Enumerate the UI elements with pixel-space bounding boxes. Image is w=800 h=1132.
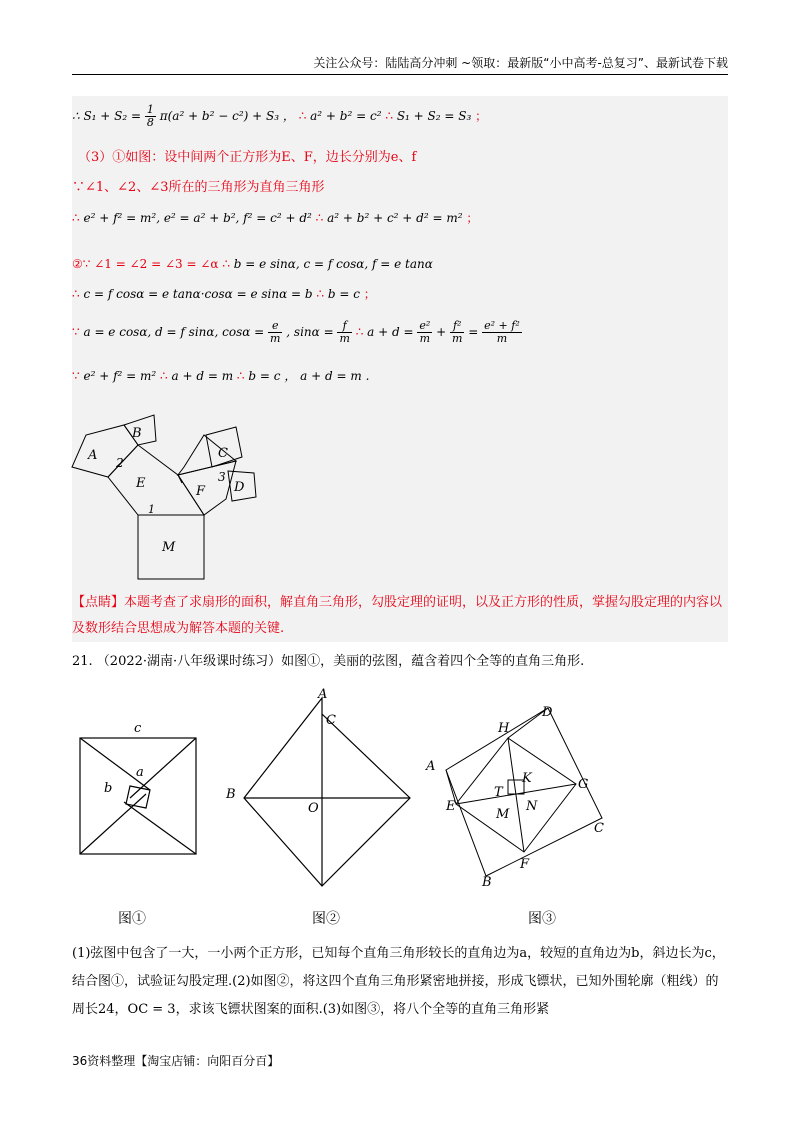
label-d: D — [542, 705, 553, 720]
label-a: A — [426, 759, 436, 774]
line1-part-c: a² + b² = c² — [310, 109, 382, 123]
figure-1-caption: 图① — [118, 911, 146, 927]
line1-end: ； — [475, 109, 488, 123]
outer-square — [80, 738, 196, 854]
line1-part-a: ∴ S₁ + S₂ = — [72, 109, 145, 123]
label-c: c — [134, 721, 142, 736]
because-symbol: ∵ — [72, 325, 80, 339]
label-e: E — [136, 476, 146, 491]
because-symbol: ∵ — [72, 369, 80, 383]
label-b: B — [132, 426, 142, 441]
square-a — [72, 425, 138, 477]
pythagoras-squares-figure — [66, 405, 266, 580]
fraction-f2-over-m: $\frac{\text{f²}}{m}$ — [452, 319, 463, 345]
line4-end: ； — [466, 211, 479, 225]
label-m: M — [496, 807, 510, 822]
line6-end: ； — [363, 287, 376, 301]
solution-line-5 — [72, 256, 433, 272]
line1-part-d: S₁ + S₂ = S₃ — [396, 109, 472, 123]
therefore-symbol: ∴ — [385, 109, 393, 123]
label-a: a — [136, 765, 144, 780]
label-b: b — [104, 781, 113, 796]
figure-3-eight-triangles — [420, 700, 620, 890]
fraction-f-over-m: $\frac{f}{m}$ — [339, 319, 350, 345]
line8-part-b: a + d = m — [171, 369, 234, 383]
label-angle-1: 1 — [148, 503, 155, 516]
therefore-symbol: ∴ — [160, 369, 168, 383]
figure-2-caption: 图② — [312, 911, 340, 927]
label-angle-3: 3 — [218, 470, 226, 484]
label-c: C — [326, 713, 336, 728]
label-c: C — [594, 821, 604, 836]
label-o: O — [308, 801, 319, 816]
label-m: M — [162, 540, 176, 555]
therefore-symbol: ∴ — [298, 109, 307, 123]
line8-part-c: b = c — [248, 369, 281, 383]
therefore-symbol: ∴ — [72, 287, 80, 301]
label-n: N — [526, 799, 538, 814]
label-e: E — [446, 799, 456, 814]
separator: ， — [284, 369, 297, 383]
solution-line-6 — [72, 286, 376, 302]
problem-21-title: 21. （2022·湖南·八年级课时练习）如图①，美丽的弦图，蕴含着四个全等的直角三角形. — [72, 654, 585, 669]
label-a: A — [88, 448, 98, 463]
note-dianjing: 【点睛】本题考查了求扇形的面积，解直角三角形，勾股定理的证明，以及正方形的性质，掌握勾股定理的内容以及数形结合思想成为解答本题的关键. — [72, 595, 723, 636]
line4-part-b: a² + b² + c² + d² = m² — [327, 211, 463, 225]
line5-part-b: b = e sinα, c = f cosα, f = e tanα — [233, 257, 433, 271]
page-header: 关注公众号：陆陆高分冲刺 ~领取：最新版“小中高考-总复习”、最新试卷下载 — [72, 56, 728, 75]
line6-part-a: c = f cosα = e tanα·cosα = e sinα = b — [83, 287, 313, 301]
page-footer: 36资料整理【淘宝店铺：向阳百分百】 — [72, 1054, 280, 1068]
line8-part-d: a + d = m — [300, 369, 362, 383]
label-f: F — [196, 484, 206, 499]
line1-part-b: π(a² + b² − c²) + S₃ ， — [159, 109, 295, 123]
figure-3-caption: 图③ — [528, 911, 556, 927]
label-c: C — [218, 446, 228, 461]
fraction-e-over-m: $\frac{e}{m}$ — [270, 319, 281, 345]
label-g: G — [578, 777, 589, 792]
label-h: H — [498, 721, 510, 736]
line7-part-b: , sinα = — [286, 325, 338, 339]
therefore-symbol: ∴ — [355, 325, 364, 339]
figure-1-xian-tu — [76, 712, 202, 862]
solution-line-8 — [72, 368, 369, 384]
label-a: A — [318, 687, 328, 702]
line4-part-a: e² + f² = m², e² = a² + b², f² = c² + d² — [83, 211, 312, 225]
line6-part-b: b = c — [327, 287, 360, 301]
line5-part-a: ②∵ ∠1 = ∠2 = ∠3 = ∠α — [72, 257, 219, 271]
line7-part-c: a + d = — [367, 325, 418, 339]
label-b: B — [482, 875, 492, 890]
solution-line-7 — [72, 320, 522, 345]
fraction-e2-over-m: $\frac{\text{e²}}{m}$ — [419, 319, 431, 345]
equals-sign: = — [468, 325, 483, 339]
solution-line-3: ∵∠1、∠2、∠3所在的三角形为直角三角形 — [72, 180, 325, 195]
therefore-symbol: ∴ — [315, 211, 324, 225]
solution-line-4 — [72, 210, 478, 226]
label-d: D — [234, 480, 245, 495]
therefore-symbol: ∴ — [236, 369, 245, 383]
fraction-sum-over-m: $\frac{\text{e² + f²}}{m}$ — [484, 319, 520, 345]
label-t: T — [494, 785, 503, 800]
line8-end: . — [365, 369, 370, 383]
label-f: F — [520, 857, 530, 872]
line8-part-a: e² + f² = m² — [83, 369, 157, 383]
figure-2-dart — [222, 686, 418, 896]
line7-part-a: a = e cosα, d = f sinα, cosα = — [83, 325, 269, 339]
fraction-one-eighth: $\frac{1}{8}$ — [146, 103, 154, 129]
problem-21-body: (1)弦图中包含了一大，一小两个正方形，已知每个直角三角形较长的直角边为a，较短的直角边为b，斜边长为c，结合图①，试验证勾股定理.(2)如图②，将这四个直角三角形紧密地拼接，形成飞镖状，已知外围轮廓（粗线）的周长24，OC = 3，求该飞镖状图案的面积.(3)如图③，将八个全等的直角三角形紧 — [72, 946, 725, 1017]
therefore-symbol: ∴ — [72, 211, 80, 225]
label-b: B — [226, 787, 236, 802]
solution-line-1 — [72, 104, 487, 129]
label-angle-2: 2 — [116, 456, 124, 470]
solution-line-2: （3）①如图：设中间两个正方形为E、F，边长分别为e、f — [78, 150, 417, 165]
therefore-symbol: ∴ — [316, 287, 325, 301]
therefore-symbol: ∴ — [222, 257, 230, 271]
plus-sign: + — [436, 325, 450, 339]
label-k: K — [522, 771, 532, 786]
